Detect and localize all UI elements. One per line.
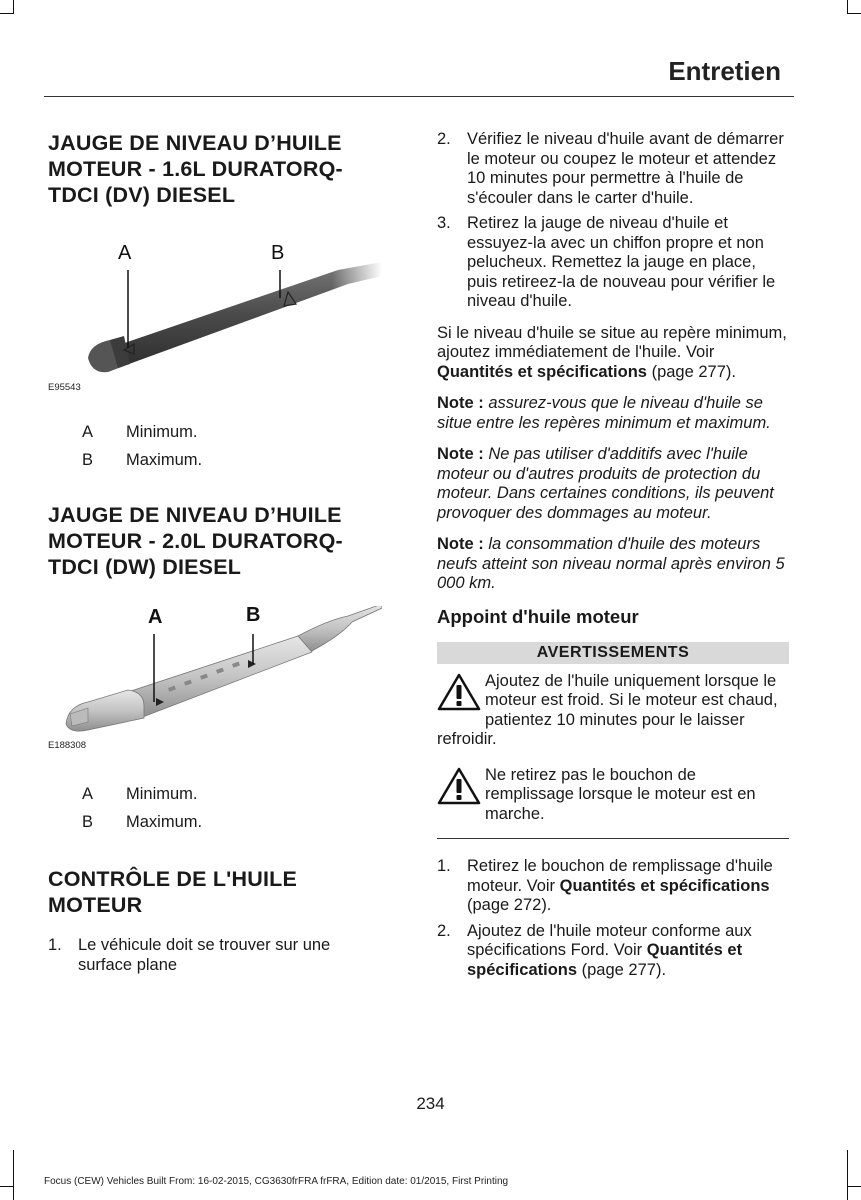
legend-row <box>48 446 382 474</box>
legend-text: Minimum. <box>126 423 198 441</box>
note-label: Note : <box>437 535 484 553</box>
page-number: 234 <box>416 1094 445 1113</box>
section-heading-dw: JAUGE DE NIVEAU D’HUILE MOTEUR - 2.0L DURATORQ-TDCI (DW) DIESEL <box>48 503 343 579</box>
step-text-body: Ajoutez de l'huile moteur conforme aux spécifications Ford. Voir <box>467 921 752 959</box>
page-reference: (page 272). <box>467 896 552 914</box>
note-label: Note : <box>437 445 484 463</box>
legend-row <box>48 780 382 808</box>
figure-label-a: A <box>118 242 132 264</box>
dipstick-illustration <box>48 606 382 756</box>
crop-mark <box>13 0 14 14</box>
warnings-header: AVERTISSEMENTS <box>437 642 789 664</box>
legend-key: A <box>82 423 94 441</box>
step-item <box>437 922 789 981</box>
warning-text: Ne retirez pas le bouchon de remplissage lorsque le moteur est en marche. <box>485 765 756 823</box>
note-text: la consommation d'huile des moteurs neufs atteint son niveau normal après environ 5 000 km. <box>437 535 785 592</box>
header-divider <box>44 96 794 97</box>
note <box>437 445 789 523</box>
figure-label-b: B <box>271 242 285 264</box>
legend-row <box>48 418 382 446</box>
page-reference: (page 277). <box>577 960 667 979</box>
legend-text: Maximum. <box>126 813 203 831</box>
step-item <box>437 214 789 312</box>
cross-reference-link[interactable]: Quantités et spécifications <box>467 941 743 979</box>
right-column <box>437 130 789 986</box>
crop-mark <box>0 1186 14 1187</box>
step-text: Retirez la jauge de niveau d'huile et essuyez-la avec un chiffon propre et non pelucheux. Remettez la jauge en place, puis retireez-la de nouveau pour vérifier le niveau d'huile. <box>467 214 776 310</box>
step-text-body: Retirez le bouchon de remplissage d'huile moteur. Voir <box>467 857 773 895</box>
legend-text: Minimum. <box>126 785 198 803</box>
crop-mark <box>13 1150 14 1200</box>
warning-triangle-icon <box>437 766 481 806</box>
crop-mark <box>847 1150 848 1200</box>
figure-code: E188308 <box>48 740 87 751</box>
step-text <box>467 922 789 981</box>
crop-mark <box>847 1186 861 1187</box>
step-item <box>437 130 789 208</box>
cross-reference-link[interactable]: Quantités et spécifications <box>559 876 770 895</box>
step-item <box>437 857 789 916</box>
step-item <box>48 936 382 975</box>
dipstick-illustration <box>48 240 382 390</box>
warning-item <box>437 672 789 750</box>
dipstick-figure-dv <box>48 240 382 400</box>
step-number: 1. <box>437 857 451 875</box>
legend-dw <box>48 780 382 836</box>
section-heading-oil-check: CONTRÔLE DE L'HUILE MOTEUR <box>48 867 297 917</box>
page-title: Entretien <box>668 56 781 86</box>
step-text <box>467 857 789 916</box>
legend-key: A <box>82 785 94 803</box>
page-reference: (page 277). <box>646 362 736 381</box>
warning-triangle-icon <box>437 672 481 712</box>
paragraph-text: Si le niveau d'huile se situe au repère minimum, ajoutez immédiatement de l'huile. Voir <box>437 323 787 361</box>
note-text: Ne pas utiliser d'additifs avec l'huile moteur ou d'autres produits de protection du moteur. Dans certaines conditions, ils peuvent provoquer des dommages au moteur. <box>437 445 774 522</box>
warnings-divider <box>437 838 789 839</box>
note-text: assurez-vous que le niveau d'huile se situe entre les repères minimum et maximum. <box>437 394 771 432</box>
footer-edition-info: Focus (CEW) Vehicles Built From: 16-02-2015, CG3630frFRA frFRA, Edition date: 01/2015, First Printing <box>44 1176 509 1187</box>
figure-code: E95543 <box>48 382 81 393</box>
warning-text: Ajoutez de l'huile uniquement lorsque le moteur est froid. Si le moteur est chaud, patientez 10 minutes pour le laisser refroidir. <box>437 671 778 748</box>
figure-label-a: A <box>148 606 163 628</box>
step-number: 2. <box>437 921 451 940</box>
legend-key: B <box>82 451 94 469</box>
figure-label-b: B <box>246 604 261 626</box>
subheading-oil-top-up: Appoint d'huile moteur <box>437 605 639 627</box>
warning-item <box>437 766 789 825</box>
crop-mark <box>847 0 848 14</box>
step-text: Vérifiez le niveau d'huile avant de démarrer le moteur ou coupez le moteur et attendez 10 minutes pour permettre à l'huile de s'écouler dans le carter d'huile. <box>467 130 784 207</box>
note-label: Note : <box>437 394 484 412</box>
legend-dv <box>48 418 382 474</box>
left-column <box>48 130 382 981</box>
step-number: 3. <box>437 214 451 232</box>
step-text: Le véhicule doit se trouver sur une surface plane <box>78 936 331 974</box>
section-heading-dv: JAUGE DE NIVEAU D’HUILE MOTEUR - 1.6L DURATORQ-TDCI (DV) DIESEL <box>48 131 343 207</box>
legend-text: Maximum. <box>126 451 203 469</box>
crop-mark <box>0 13 14 14</box>
crop-mark <box>847 13 861 14</box>
note <box>437 394 789 433</box>
step-number: 2. <box>437 130 451 148</box>
step-number: 1. <box>48 936 62 954</box>
legend-row <box>48 808 382 836</box>
legend-key: B <box>82 813 94 831</box>
cross-reference-link[interactable]: Quantités et spécifications <box>437 362 647 381</box>
dipstick-figure-dw <box>48 606 382 766</box>
note <box>437 535 789 594</box>
paragraph <box>437 324 789 383</box>
